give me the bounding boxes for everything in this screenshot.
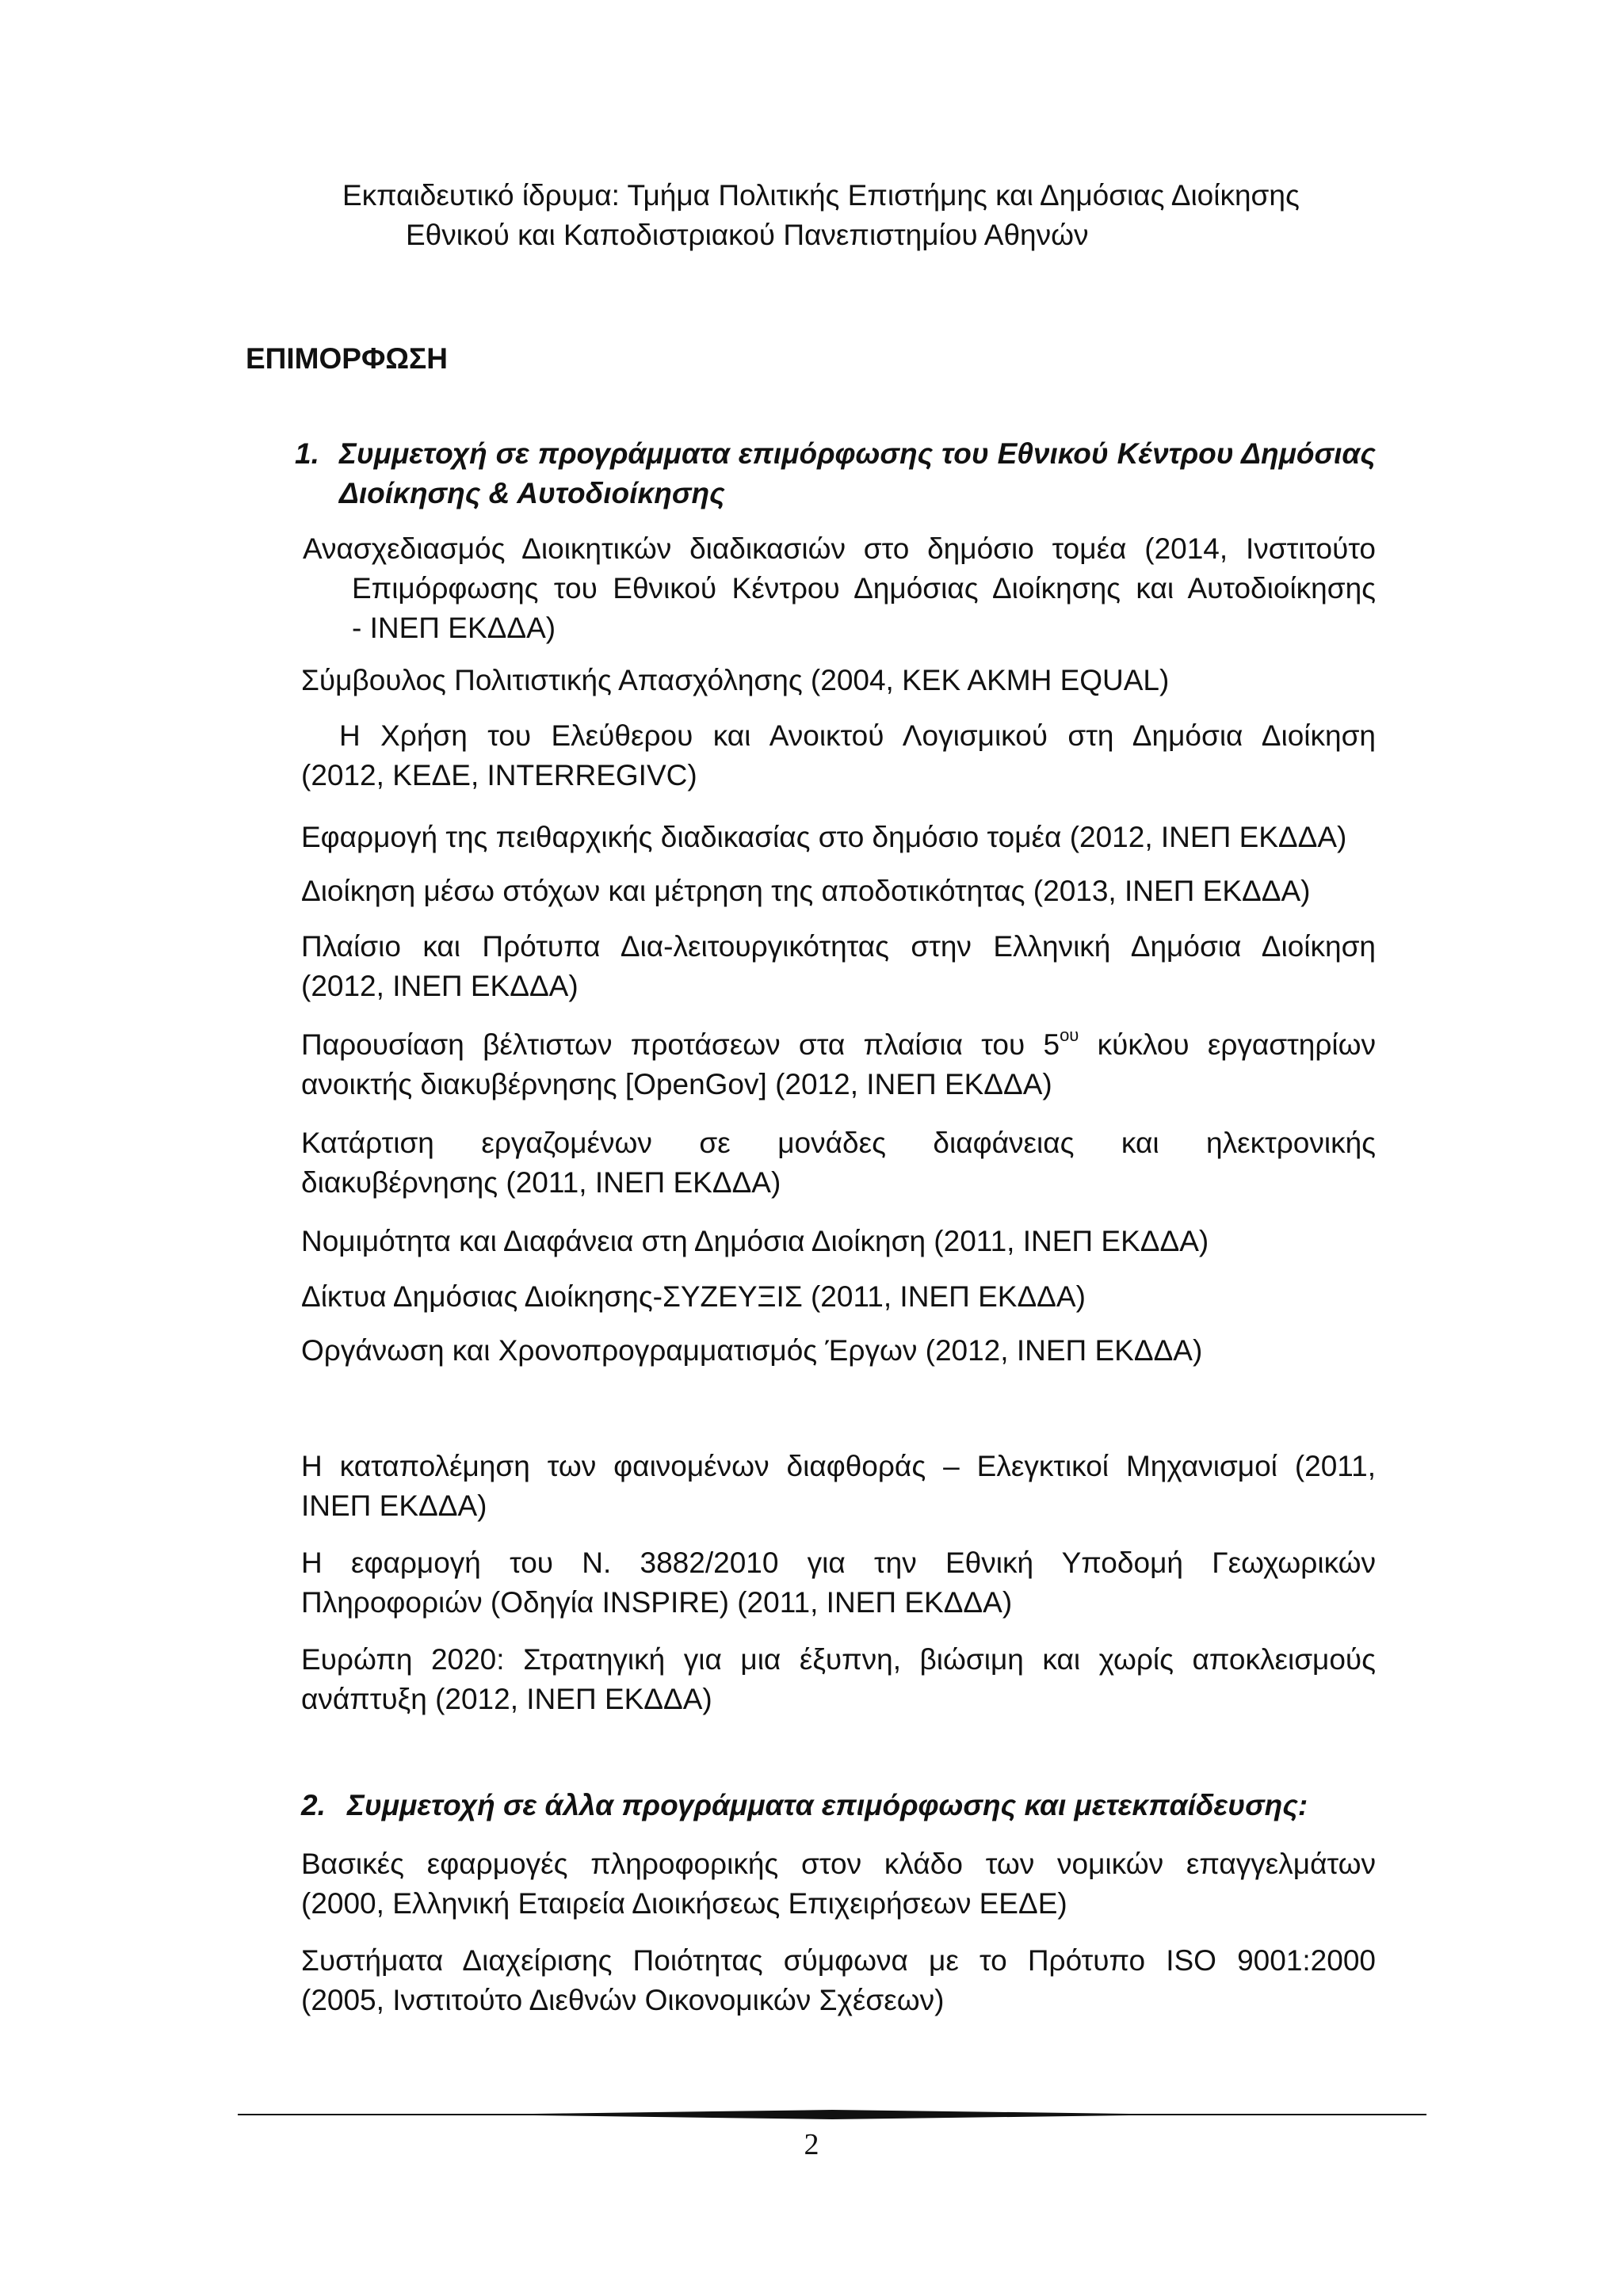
list1-heading-line-1: Συμμετοχή σε προγράμματα επιμόρφωσης του Εθνικού Κέντρου Δημόσιας — [339, 437, 1376, 470]
item-line: Βασικές εφαρμογές πληροφορικής στον κλάδο των νομικών επαγγελμάτων — [301, 1848, 1376, 1880]
item-line: - ΙΝΕΠ ΕΚΔΔΑ) — [352, 612, 556, 644]
item-line: Συστήματα Διαχείρισης Ποιότητας σύμφωνα με το Πρότυπο ISO 9001:2000 — [301, 1944, 1376, 1977]
item-line: Επιμόρφωσης του Εθνικού Κέντρου Δημόσιας Διοίκησης και Αυτοδιοίκησης — [352, 572, 1376, 605]
item-line: Ανασχεδιασμός Διοικητικών διαδικασιών στο δημόσιο τομέα (2014, Ινστιτούτο — [303, 532, 1376, 565]
list-item: Εφαρμογή της πειθαρχικής διαδικασίας στο δημόσιο τομέα (2012, ΙΝΕΠ ΕΚΔΔΑ) — [301, 821, 1347, 853]
list-item — [303, 529, 1376, 648]
list2-heading: Συμμετοχή σε άλλα προγράμματα επιμόρφωσης και μετεκπαίδευσης: — [347, 1789, 1308, 1821]
item-line: Πληροφοριών (Οδηγία INSPIRE) (2011, ΙΝΕΠ ΕΚΔΔΑ) — [301, 1586, 1013, 1619]
list-item — [301, 1844, 1376, 1924]
item-line: Ευρώπη 2020: Στρατηγική για μια έξυπνη, βιώσιμη και χωρίς αποκλεισμούς — [301, 1643, 1376, 1676]
item-line: Πλαίσιο και Πρότυπα Δια-λειτουργικότητας στην Ελληνική Δημόσια Διοίκηση — [301, 930, 1376, 963]
list1-heading — [339, 434, 1376, 513]
item-line: (2012, ΚΕΔΕ, INTERREGIVC) — [301, 759, 697, 791]
list-item: Διοίκηση μέσω στόχων και μέτρηση της αποδοτικότητας (2013, ΙΝΕΠ ΕΚΔΔΑ) — [301, 875, 1311, 907]
item-line: Η Χρήση του Ελεύθερου και Ανοικτού Λογισμικού στη Δημόσια Διοίκηση — [339, 719, 1376, 752]
item-line: διακυβέρνησης (2011, ΙΝΕΠ ΕΚΔΔΑ) — [301, 1166, 781, 1199]
list2-number: 2. — [301, 1789, 326, 1821]
list-item: Σύμβουλος Πολιτιστικής Απασχόλησης (2004, ΚΕΚ ΑΚΜΗ EQUAL) — [301, 664, 1170, 696]
item-line: ανάπτυξη (2012, ΙΝΕΠ ΕΚΔΔΑ) — [301, 1683, 712, 1715]
list-item: Οργάνωση και Χρονοπρογραμματισμός Έργων (2012, ΙΝΕΠ ΕΚΔΔΑ) — [301, 1334, 1203, 1367]
item-line: Κατάρτιση εργαζομένων σε μονάδες διαφάνειας και ηλεκτρονικής — [301, 1127, 1376, 1159]
list1-number: 1. — [295, 437, 319, 470]
list1-heading-line-2: Διοίκησης & Αυτοδιοίκησης — [339, 477, 725, 509]
list-item: Δίκτυα Δημόσιας Διοίκησης-ΣΥΖΕΥΞΙΣ (2011, ΙΝΕΠ ΕΚΔΔΑ) — [301, 1280, 1086, 1313]
item-line: (2000, Ελληνική Εταιρεία Διοικήσεως Επιχειρήσεων ΕΕΔΕ) — [301, 1887, 1067, 1920]
item-line: Η καταπολέμηση των φαινομένων διαφθοράς – Ελεγκτικοί Μηχανισμοί (2011, — [301, 1450, 1376, 1482]
list-item — [301, 1447, 1376, 1526]
list-item — [301, 927, 1376, 1006]
item-line: ΙΝΕΠ ΕΚΔΔΑ) — [301, 1489, 487, 1522]
item-line: ανοικτής διακυβέρνησης [OpenGov] (2012, ΙΝΕΠ ΕΚΔΔΑ) — [301, 1068, 1052, 1100]
list-item — [301, 1123, 1376, 1203]
item-line: (2012, ΙΝΕΠ ΕΚΔΔΑ) — [301, 970, 579, 1002]
list-item — [301, 1941, 1376, 2020]
list-item — [301, 1025, 1376, 1104]
item-line: Παρουσίαση βέλτιστων προτάσεων στα πλαίσια του $5^{o\upsilon}$ κύκλου εργαστηρίων — [301, 1024, 1376, 1061]
footer-rule — [238, 2107, 1426, 2122]
list-item — [301, 1640, 1376, 1719]
list-item: Νομιμότητα και Διαφάνεια στη Δημόσια Διοίκηση (2011, ΙΝΕΠ ΕΚΔΔΑ) — [301, 1225, 1209, 1257]
header-line-1: Εκπαιδευτικό ίδρυμα: Τμήμα Πολιτικής Επιστήμης και Δημόσιας Διοίκησης — [342, 179, 1300, 212]
list-item — [301, 716, 1376, 795]
item-line: Η εφαρμογή του Ν. 3882/2010 για την Εθνική Υποδομή Γεωχωρικών — [301, 1547, 1376, 1579]
section-title: ΕΠΙΜΟΡΦΩΣΗ — [246, 342, 448, 375]
page-number: 2 — [804, 2128, 819, 2161]
item-line: (2005, Ινστιτούτο Διεθνών Οικονομικών Σχέσεων) — [301, 1984, 945, 2016]
header-line-2: Εθνικού και Καποδιστριακού Πανεπιστημίου Αθηνών — [406, 219, 1089, 251]
list-item — [301, 1543, 1376, 1623]
